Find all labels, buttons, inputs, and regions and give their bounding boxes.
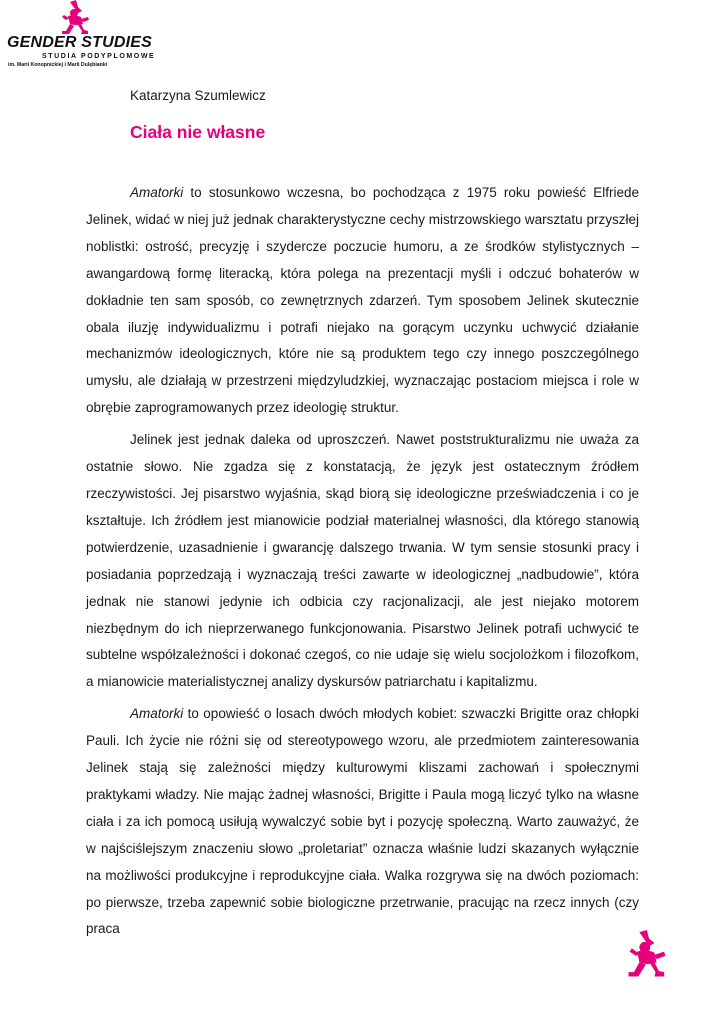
article-body [86,180,639,948]
logo-title: GENDER STUDIES [7,34,153,51]
paragraph-text: to stosunkowo wczesna, bo pochodząca z 1975 roku powieść Elfriede Jelinek, widać w niej już jednak charakterystyczne cechy mistrzowskiego warsztatu przyszłej noblistki: ostrość, precyzję i szydercze poczucie humoru, a ze środków stylistycznych – awangardową formę literacką, która polega na prezentacji myśli i odczuć bohaterów w dokładnie ten sam sposób, co zewnętrznych zdarzeń. Tym sposobem Jelinek skutecznie obala iluzję indywidualizmu i potrafi niejako na gorącym uczynku uchwycić działanie mechanizmów ideologicznych, które nie są produktem tego czy innego poszczególnego umysłu, ale działają w przestrzeni międzyludzkiej, wyznaczając postaciom miejsca i role w obrębie zaprogramowanych przez ideologię struktur. [86,185,639,416]
pink-gnome-figure-icon [626,930,670,984]
article-title: Ciała nie własne [130,122,266,142]
logo-dedication: im. Marii Konopnickiej i Marii Dulębianki [8,62,108,68]
book-title: Amatorki [130,185,184,200]
article-author: Katarzyna Szumlewicz [130,88,266,103]
paragraph-text: Jelinek jest jednak daleka od uproszczeń. Nawet poststrukturalizmu nie uważa za ostatnie słowo. Nie zgadza się z konstatacją, że język jest ostatecznym źródłem rzeczywistości. Jej pisarstwo wyjaśnia, skąd biorą się ideologiczne przeświadczenia i co je kształtuje. Ich źródłem jest mianowicie podział materialnej własności, dla którego stanowią potwierdzenie, uzasadnienie i gwarancję dalszego trwania. W tym sensie stosunki pracy i posiadania poprzedzają i wyznaczają treści zawarte w ideologicznej „nadbudowie”, która jednak nie stanowi jedynie ich odbicia czy racjonalizacji, ale jest niejako motorem niezbędnym do ich nieprzerwanego funkcjonowania. Pisarstwo Jelinek potrafi uchwycić te subtelne współzależności i dokonać czegoś, co nie udaje się wielu socjolożkom i filozofkom, a mianowicie materialistycznej analizy dyskursów patriarchatu i kapitalizmu. [86,432,639,690]
paragraph-2 [86,427,639,696]
paragraph-1 [86,180,639,422]
gender-studies-logo [6,0,156,75]
paragraph-3 [86,701,639,943]
paragraph-text: to opowieść o losach dwóch młodych kobiet: szwaczki Brigitte oraz chłopki Pauli. Ich życie nie różni się od stereotypowego wzoru, ale przedmiotem zainteresowania Jelinek stają się zależności między kulturowymi kliszami zachowań i społecznymi praktykami władzy. Nie mając żadnej własności, Brigitte i Paula mogą liczyć tylko na własne ciała i za ich pomocą usiłują wywalczyć sobie byt i pozycję społeczną. Warto zauważyć, że w najściślejszym znaczeniu słowo „proletariat” oznacza właśnie ludzi skazanych wyłącznie na możliwości produkcyjne i reprodukcyjne ciała. Walka rozgrywa się na dwóch poziomach: po pierwsze, trzeba zapewnić sobie biologiczne przetrwanie, pracując na rzecz innych (czy praca [86,706,639,937]
book-title: Amatorki [130,706,184,722]
logo-subtitle: STUDIA PODYPLOMOWE [42,53,156,60]
